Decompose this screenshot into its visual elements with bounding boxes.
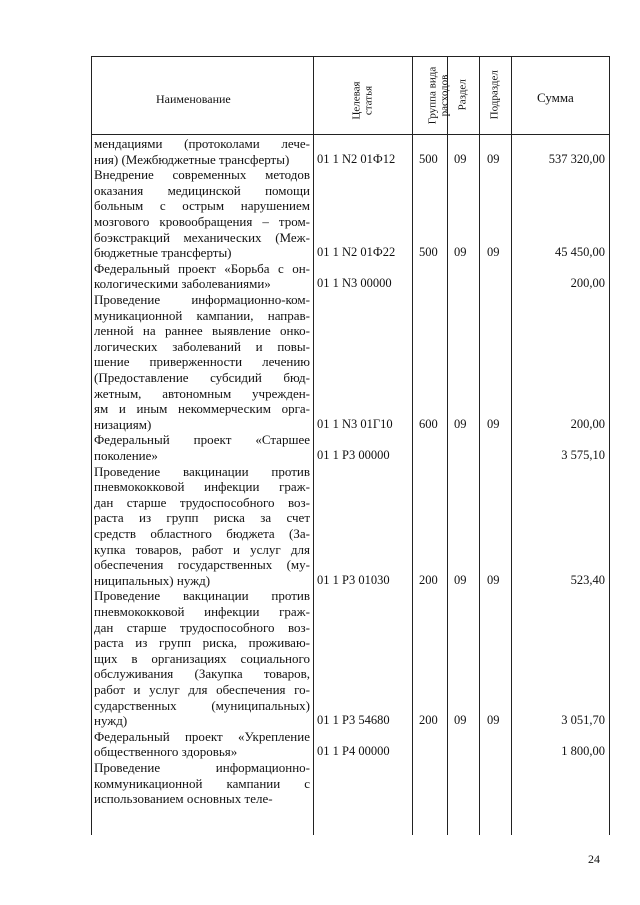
row-name xyxy=(94,760,310,807)
row-name-line: ния) (Межбюджетные трансферты) xyxy=(94,151,290,167)
col-border-article xyxy=(412,56,413,835)
row-name-line: мозгового кровообращения – тром- xyxy=(94,213,310,229)
row-name-line: муникационной кампании, направ- xyxy=(94,307,310,323)
row-name xyxy=(94,729,310,760)
row-name-line: нужд) xyxy=(94,713,128,729)
row-subsection: 09 xyxy=(487,572,500,587)
row-name-line: бюджетные трансферты) xyxy=(94,245,232,261)
budget-table xyxy=(91,56,610,835)
row-name-line: ям и иным некоммерческим орга- xyxy=(94,401,310,417)
row-name-line: ленной на раннее выявление онко- xyxy=(94,323,310,339)
row-name-line: обслуживания (Закупка товаров, xyxy=(94,666,310,682)
row-name xyxy=(94,464,310,589)
row-section: 09 xyxy=(454,245,467,260)
row-sum: 537 320,00 xyxy=(548,151,605,166)
col-border-section xyxy=(479,56,480,835)
row-article: 01 1 N3 01Г10 xyxy=(317,416,393,431)
row-name-line: работ и услуг для обеспечения го- xyxy=(94,681,310,697)
row-name-line: Внедрение современных методов xyxy=(94,167,310,183)
header-group: Группа вида расходов xyxy=(426,66,450,125)
row-name-line: щих в организациях социального xyxy=(94,650,310,666)
row-article: 01 1 N2 01Ф22 xyxy=(317,245,396,260)
row-name-line: раста из групп риска за счет xyxy=(94,510,310,526)
row-name-line: Федеральный проект «Укрепление xyxy=(94,728,310,744)
table-top-border xyxy=(91,56,610,57)
row-group: 500 xyxy=(419,151,438,166)
row-name-line: кологическими заболеваниями» xyxy=(94,276,271,292)
row-name-line: боэкстракций механических (Меж- xyxy=(94,229,310,245)
row-name-line: Федеральный проект «Борьба с он- xyxy=(94,260,310,276)
header-bottom-border xyxy=(91,134,610,135)
row-article: 01 1 N2 01Ф12 xyxy=(317,151,396,166)
col-border-left xyxy=(91,56,92,835)
row-subsection: 09 xyxy=(487,416,500,431)
row-name-line: купка товаров, работ и услуг для xyxy=(94,541,310,557)
row-section: 09 xyxy=(454,572,467,587)
col-border-group xyxy=(447,56,448,835)
row-article: 01 1 P4 00000 xyxy=(317,744,390,759)
row-name-line: Проведение информационно- xyxy=(94,760,310,775)
row-name-line: мендациями (протоколами лече- xyxy=(94,136,310,151)
row-name xyxy=(94,261,310,292)
col-border-right xyxy=(609,56,610,835)
row-sum: 523,40 xyxy=(570,572,605,587)
header-section: Раздел xyxy=(456,79,469,111)
row-name-line: оказания медицинской помощи xyxy=(94,182,310,198)
row-sum: 200,00 xyxy=(570,416,605,431)
row-name xyxy=(94,588,310,728)
row-name-line: низациям) xyxy=(94,416,152,432)
row-article: 01 1 P3 54680 xyxy=(317,713,390,728)
row-name-line: Проведение вакцинации против xyxy=(94,588,310,604)
row-name xyxy=(94,167,310,261)
row-name-line: поколение» xyxy=(94,447,158,463)
row-sum: 200,00 xyxy=(570,276,605,291)
row-group: 500 xyxy=(419,245,438,260)
header-name: Наименование xyxy=(156,92,231,106)
row-name-line: больным с острым нарушением xyxy=(94,198,310,214)
row-group: 200 xyxy=(419,713,438,728)
row-sum: 45 450,00 xyxy=(555,245,605,260)
row-subsection: 09 xyxy=(487,151,500,166)
row-name-line: жетным, автономным учрежден- xyxy=(94,385,310,401)
row-name-line: обеспечения государственных (му- xyxy=(94,557,310,573)
row-sum: 3 051,70 xyxy=(561,713,605,728)
header-article: Целевая статья xyxy=(350,81,374,120)
row-name-line: ниципальных) нужд) xyxy=(94,572,211,588)
row-section: 09 xyxy=(454,151,467,166)
row-sum: 1 800,00 xyxy=(561,744,605,759)
row-name-line: Федеральный проект «Старшее xyxy=(94,432,310,448)
row-name-line: (Предоставление субсидий бюд- xyxy=(94,369,310,385)
col-border-subsection xyxy=(511,56,512,835)
row-name-line: коммуникационной кампании с xyxy=(94,775,310,791)
row-article: 01 1 P3 01030 xyxy=(317,572,390,587)
row-name xyxy=(94,136,310,167)
col-border-name xyxy=(313,56,314,835)
row-section: 09 xyxy=(454,416,467,431)
header-sum: Сумма xyxy=(537,90,574,105)
row-name-line: сударственных (муниципальных) xyxy=(94,697,310,713)
row-subsection: 09 xyxy=(487,245,500,260)
header-subsection: Подраздел xyxy=(488,70,501,120)
row-name-line: использованием основных теле- xyxy=(94,791,273,807)
row-group: 600 xyxy=(419,416,438,431)
row-subsection: 09 xyxy=(487,713,500,728)
row-sum: 3 575,10 xyxy=(561,448,605,462)
row-name-line: пневмококковой инфекции граж- xyxy=(94,603,310,619)
row-name-line: шение приверженности лечению xyxy=(94,354,310,370)
page-number: 24 xyxy=(588,852,600,866)
row-name-line: Проведение вакцинации против xyxy=(94,463,310,479)
row-name-line: Проведение информационно-ком- xyxy=(94,292,310,307)
row-group: 200 xyxy=(419,572,438,587)
row-name-line: дан старше трудоспособного воз- xyxy=(94,494,310,510)
row-name-line: дан старше трудоспособного воз- xyxy=(94,619,310,635)
row-name xyxy=(94,432,310,463)
row-name-line: раста из групп риска, проживаю- xyxy=(94,635,310,651)
row-name-line: общественного здоровья» xyxy=(94,744,238,760)
row-name-line: пневмококковой инфекции граж- xyxy=(94,479,310,495)
row-article: 01 1 N3 00000 xyxy=(317,276,392,291)
row-section: 09 xyxy=(454,713,467,728)
row-article: 01 1 P3 00000 xyxy=(317,448,390,462)
row-name xyxy=(94,292,310,432)
row-name-line: средств областного бюджета (За- xyxy=(94,525,310,541)
row-name-line: логических заболеваний и повы- xyxy=(94,338,310,354)
